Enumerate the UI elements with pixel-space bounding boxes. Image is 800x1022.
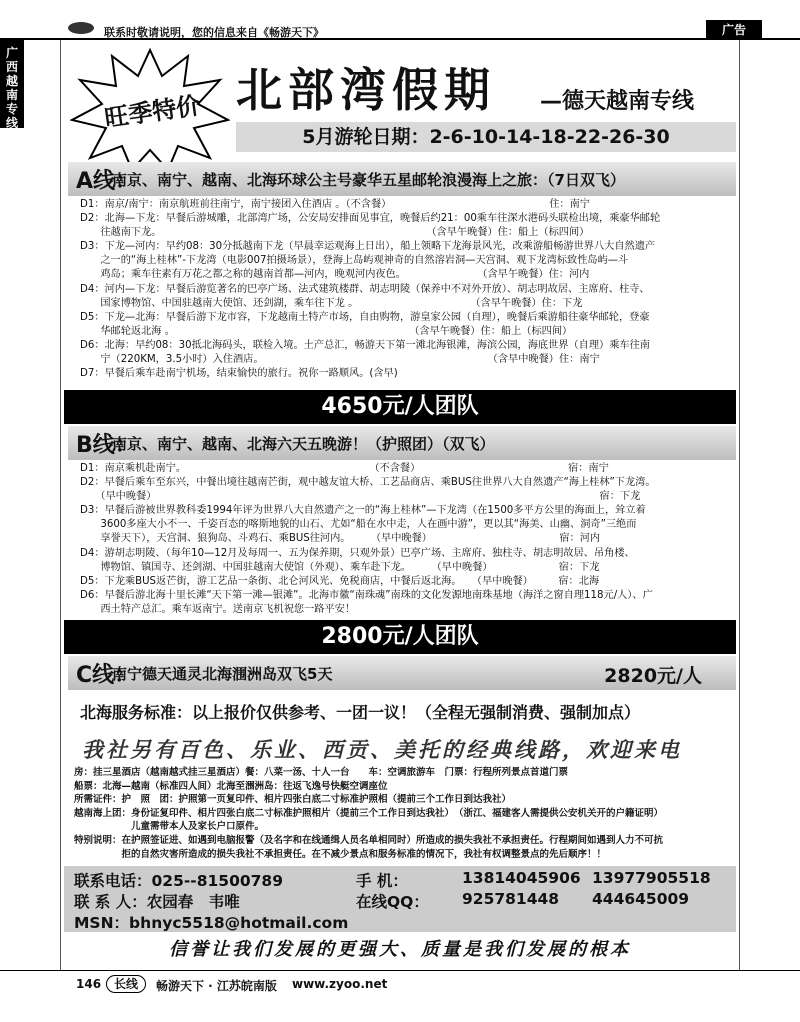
side-tab-char: 广	[5, 46, 18, 60]
service-standard: 北海服务标准：以上报价仅供参考、一团一议！（全程无强制消费、强制加点）	[80, 703, 641, 722]
itinerary-line: D5：下龙—北海：早餐后游下龙市容，下龙越南土特产市场，自由购物，游皇家公园（自理），晚餐后乘游船往豪华邮轮，登豪	[80, 311, 650, 323]
route-a-header	[68, 162, 736, 196]
side-tab-char: 越	[5, 74, 18, 88]
itinerary-line: （早中晚餐） 宿：下龙	[80, 491, 641, 503]
page-number: 146	[76, 977, 102, 991]
itinerary-line: 国家博物馆、中国驻越南大使馆、还剑湖，乘车往下龙 。 （含早午晚餐）住：下龙	[80, 297, 583, 309]
itinerary-line: D1：南京/南宁：南京航班前往南宁，南宁接团入住酒店 。（不含餐） 住：南宁	[80, 199, 590, 210]
itinerary-line: 博物馆、镇国寺、还剑湖、中国驻越南大使馆（外观）、乘车赴下龙。 （早中晚餐） 宿：下龙	[80, 561, 600, 573]
route-b-letter: B线：	[76, 433, 137, 458]
sail-dates-bar: 5月游轮日期：2-6-10-14-18-22-26-30	[236, 122, 736, 152]
source-notice: 联系时敬请说明，您的信息来自《畅游天下》	[104, 26, 324, 39]
route-c-title: 南宁德天通灵北海涠洲岛双飞5天	[112, 665, 333, 683]
note-line: 儿童需带本人及家长户口原件。	[74, 821, 265, 833]
itinerary-line: D3：早餐后游被世界教科委1994年评为世界八大自然遗产之一的“海上桂林”—下龙湾（在1500多平方公里的海面上，耸立着	[80, 505, 646, 517]
route-c-price: 2820元/人	[604, 665, 702, 687]
itinerary-line: D5：下龙乘BUS返芒街，游工艺品一条街、北仑河风光、免税商店，中餐后返北海。 （早中晚餐） 宿：北海	[80, 575, 600, 587]
contact-qq-2: 444645009	[592, 890, 690, 908]
note-line: 船票：北海—越南（标准四人间）北海至涠洲岛：往返飞逸号快艇空调座位	[74, 780, 388, 792]
contact-mobile-label: 手 机：	[356, 872, 408, 890]
contact-qq-label: 在线QQ：	[356, 893, 429, 911]
website-link[interactable]: www.zyoo.net	[292, 977, 388, 991]
itinerary-line: D2：早餐后乘车至东兴，中餐出境往越南芒街，观中越友谊大桥、工艺品商店、乘BUS往世界八大自然遗产“海上桂林”下龙湾。	[80, 477, 656, 489]
route-b-price: 2800元/人团队	[64, 620, 736, 654]
terms-notes	[74, 766, 736, 861]
side-tab-char: 西	[5, 60, 18, 74]
itinerary-line: 宁（220KM，3.5小时）入住酒店。 （含早中晚餐）住：南宁	[80, 354, 600, 366]
itinerary-line: 3600多座大小不一、千姿百态的喀斯地貌的山石、尤如“船在水中走，人在画中游”，更以其“海美、山幽、洞奇”三绝而	[80, 519, 637, 531]
itinerary-line: 往越南下龙。 （含早午晚餐）住：船上（标四间）	[80, 227, 590, 239]
route-c-letter: C线：	[76, 663, 137, 688]
itinerary-line: 之一的“海上桂林”-下龙湾（电影007拍摄场景），登海上岛屿观神奇的自然溶岩洞—天宫洞、观下龙湾标致性岛屿—斗	[80, 255, 629, 267]
itinerary-line: D4：河内—下龙：早餐后游览著名的巴亭广场、法式建筑楼群、胡志明陵（保养中不对外开放）、胡志明故居、主席府、柱寺、	[80, 283, 650, 295]
note-line: 所需证件：护 照 团：护照第一页复印件、相片四张白底二寸标准护照相（提前三个工作日到达我社）	[74, 794, 512, 806]
company-motto: 信誉让我们发展的更强大、质量是我们发展的根本	[169, 939, 631, 960]
side-category-tab	[0, 40, 24, 128]
top-header	[0, 0, 800, 40]
route-a-title: 南京、南宁、越南、北海环球公主号豪华五星邮轮浪漫海上之旅：（7日双飞）	[112, 171, 625, 189]
itinerary-line: D1：南京乘机赴南宁。 （不含餐） 宿：南宁	[80, 463, 609, 474]
route-a-price: 4650元/人团队	[64, 390, 736, 424]
itinerary-line: D2：北海—下龙：早餐后游城雕，北部湾广场，公安局安排面见事宜，晚餐后约21：00乘车往深水港码头联检出境，乘豪华邮轮	[80, 213, 661, 225]
side-tab-char: 南	[5, 88, 18, 102]
side-tab-char: 专	[5, 102, 18, 116]
promo-burst-text: 旺季特价	[102, 91, 202, 133]
magazine-name: 畅游天下 · 江苏皖南版	[156, 979, 277, 993]
itinerary-line: D3：下龙—河内：早约08：30分抵越南下龙（早晨幸运观海上日出），船上领略下龙海景风光，改乘游船畅游世界八大自然遗产	[80, 241, 656, 253]
contact-msn: MSN：bhnyc5518@hotmail.com	[74, 914, 349, 932]
magazine-logo-icon	[68, 22, 94, 34]
other-routes-slogan: 我社另有百色、乐业、西贡、美托的经典线路，欢迎来电	[82, 737, 682, 762]
itinerary-line: 鸡岛；乘车往素有万花之都之称的越南首都—河内，晚观河内夜色。 （含早午晚餐）住：河内	[80, 269, 590, 281]
itinerary-line: D6：北海：早约08：30抵北海码头，联检入境。土产总汇，畅游天下第一滩北海银滩，海滨公园，海底世界（自理）乘车往南	[80, 339, 650, 351]
contact-mobile-1: 13814045906	[462, 869, 581, 887]
itinerary-line: D6：早餐后游北海十里长滩“天下第一滩—银滩”。北海市徽“南珠魂”南珠的文化发源地南珠基地（海洋之窗自理118元/人）、广	[80, 589, 653, 601]
ad-tag: 广告	[706, 20, 762, 40]
page-footer	[0, 970, 800, 1000]
route-a-letter: A线：	[76, 169, 138, 194]
itinerary-line: D4：游胡志明陵、（每年10—12月及每周一、五为保养期，只观外景）巴亭广场、主席府、独柱寺、胡志明故居、吊角楼、	[80, 547, 635, 559]
itinerary-line: D7：早餐后乘车赴南宁机场，结束愉快的旅行。祝你一路顺风。(含早)	[80, 368, 398, 380]
section-tag: 长线	[106, 975, 146, 993]
note-line: 特别说明：在护照签证进、如遇到电脑报警（及名字和在线通缉人员名单相同时）所造成的损失我社不承担责任。行程期间如遇到人力不可抗	[74, 834, 664, 846]
page-title: 北部湾假期	[236, 63, 496, 117]
route-b-itinerary	[80, 462, 732, 617]
note-line: 房：挂三星酒店（越南越式挂三星酒店）餐：八菜一汤、十人一台 车：空调旅游车 门票：行程所列景点首道门票	[74, 767, 569, 778]
route-a-itinerary	[80, 198, 732, 381]
itinerary-line: 享誉天下），天宫洞、狼狗岛、斗鸡石、乘BUS往河内。 （早中晚餐） 宿：河内	[80, 533, 601, 545]
page-subtitle: —德天越南专线	[540, 89, 695, 114]
contact-qq-1: 925781448	[462, 890, 560, 908]
side-tab-char: 线	[5, 116, 18, 130]
contact-phone: 联系电话：025--81500789	[74, 872, 284, 890]
route-b-header	[68, 426, 736, 460]
contact-box	[64, 866, 736, 932]
route-c-header	[68, 656, 736, 690]
note-line: 越南海上团：身份证复印件、相片四张白底二寸标准护照相片（提前三个工作日到达我社） （浙江、福建客人需提供公安机关开的户籍证明）	[74, 807, 664, 819]
route-b-title: 南京、南宁、越南、北海六天五晚游！（护照团）（双飞）	[112, 435, 495, 453]
note-line: 拒的自然灾害所造成的损失我社不承担责任。在不减少景点和服务标准的情况下，我社有权调整景点的先后顺序！！	[74, 848, 607, 860]
itinerary-line: 西土特产总汇。乘车返南宁。送南京飞机祝您一路平安！	[80, 603, 356, 615]
contact-person: 联 系 人：农园春 韦唯	[74, 893, 240, 911]
contact-mobile-2: 13977905518	[592, 869, 711, 887]
itinerary-line: 华邮轮返北海 。 （含早午晚餐）住：船上（标四间）	[80, 325, 573, 337]
